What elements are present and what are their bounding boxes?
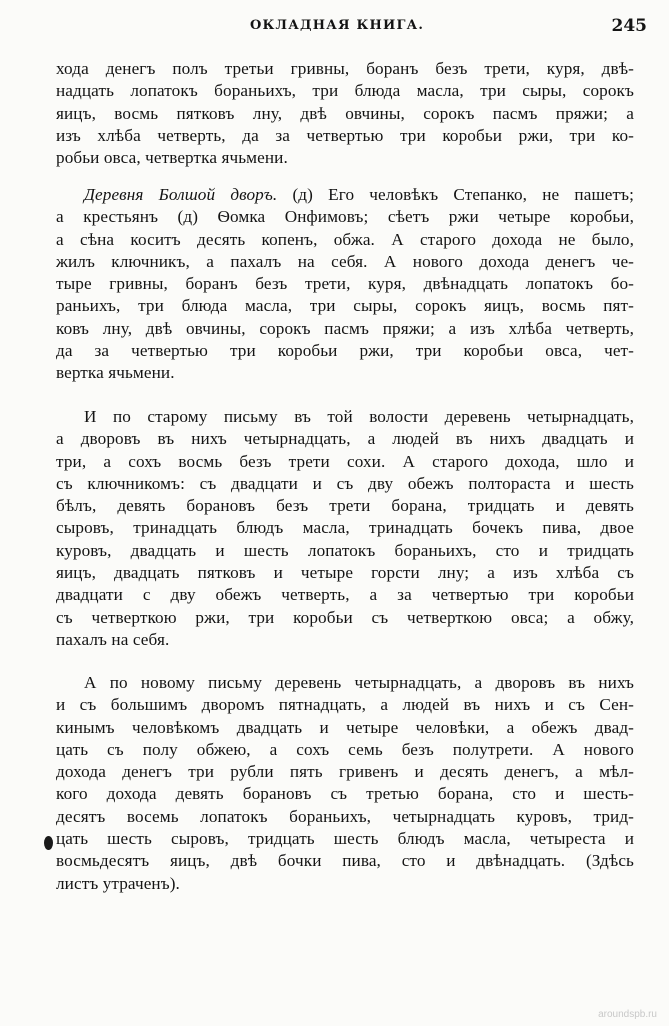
text-line: ковъ лну, двѣ овчины, сорокъ пасмъ пряжи; а изъ хлѣба четверть, — [56, 318, 634, 338]
text-line: хода денегъ полъ третьи гривны, боранъ безъ трети, куря, двѣ- — [56, 59, 634, 78]
text-line: съ ключникомъ: съ двадцати и съ дву обежъ полтораста и шесть — [56, 473, 634, 493]
text-line: сыровъ, тринадцать блюдъ масла, тринадцать бочекъ пива, двое — [56, 518, 634, 538]
page-number: 245 — [611, 16, 647, 36]
ink-blot — [44, 836, 53, 850]
text-line: три, а сохъ восмь безъ трети сохи. А старого дохода, шло и — [56, 451, 634, 471]
text-line: тыре гривны, боранъ безъ трети, куря, двѣнадцать лопатокъ бо- — [56, 274, 634, 294]
text-line: цать шесть сыровъ, тридцать шесть блюдъ масла, четыреста и — [56, 829, 634, 849]
text-line: жилъ ключникъ, а пахалъ на себя. А нового дохода денегъ че- — [56, 251, 634, 271]
text-line: робьи овса, четвертка ячьмени. — [56, 148, 288, 168]
text-line: кинымъ человѣкомъ двадцать и четыре человѣки, а обежъ двад- — [56, 717, 634, 737]
watermark: aroundspb.ru — [598, 1009, 657, 1020]
text-line: да за четвертью три коробьи ржи, три коробьи овса, чет- — [56, 341, 634, 361]
text-line: изъ хлѣба четверть, да за четвертью три коробьи ржи, три ко- — [56, 125, 634, 145]
village-name: Деревня Болшой дворъ. — [84, 185, 278, 204]
text-line: А по новому письму деревень четырнадцать, а дворовъ въ нихъ — [84, 673, 634, 692]
text-line: яицъ, двадцать пятковъ и четыре горсти лну; а изъ хлѣба съ — [56, 563, 634, 583]
text-line: а крестьянъ (д) Ѳомка Онфимовъ; сѣетъ ржи четыре коробьи, — [56, 207, 634, 227]
running-title: ОКЛАДНАЯ КНИГА. — [250, 18, 425, 33]
text-line: а сѣна коситъ десять копенъ, обжа. А старого дохода не было, — [56, 229, 634, 249]
text-line: а дворовъ въ нихъ четырнадцать, а людей въ нихъ двадцать и — [56, 429, 634, 449]
text-line: десятъ восемь лопатокъ бораньихъ, четырнадцать куровъ, трид- — [56, 806, 634, 826]
running-head — [0, 18, 669, 40]
text-line: надцать лопатокъ бораньихъ, три блюда масла, три сыры, сорокъ — [56, 81, 634, 101]
text-line: дохода денегъ три рубли пять гривенъ и десять денегъ, а мѣл- — [56, 762, 634, 782]
text-line: двадцати с дву обежъ четверть, а за четвертью три коробьи — [56, 585, 634, 605]
text-line-rest: (д) Его человѣкъ Степанко, не пашетъ; — [277, 185, 634, 204]
text-line-lead — [56, 184, 634, 206]
text-line: кого дохода девять борановъ съ третью борана, сто и шесть- — [56, 784, 634, 804]
text-line: съ четверткою ржи, три коробьи съ четверткою овса; а обжу, — [56, 607, 634, 627]
text-line: раньихъ, три блюда масла, три сыры, сорокъ яицъ, восмь пят- — [56, 296, 634, 316]
text-line: пахалъ на себя. — [56, 629, 170, 649]
paragraph-3 — [56, 406, 634, 651]
text-line: листъ утраченъ). — [56, 873, 180, 893]
text-line: вертка ячьмени. — [56, 363, 175, 383]
paragraph-4 — [56, 672, 634, 895]
text-line: и съ большимъ дворомъ пятнадцать, а людей въ нихъ и съ Сен- — [56, 695, 634, 715]
text-line: восмьдесятъ яицъ, двѣ бочки пива, сто и двѣнадцать. (Здѣсь — [56, 851, 634, 871]
text-line: И по старому письму въ той волости деревень четырнадцать, — [84, 407, 634, 426]
paragraph-1 — [56, 58, 634, 169]
text-line: яицъ, восмь пятковъ лну, двѣ овчины, сорокъ пасмъ пряжи; а — [56, 103, 634, 123]
text-line: цать съ полу обжею, а сохъ семь безъ полутрети. А нового — [56, 739, 634, 759]
text-line: куровъ, двадцать и шесть лопатокъ бораньихъ, сто и тридцать — [56, 540, 634, 560]
paragraph-2 — [56, 184, 634, 385]
text-line: бѣлъ, девять борановъ безъ трети борана, тридцать и девять — [56, 496, 634, 516]
